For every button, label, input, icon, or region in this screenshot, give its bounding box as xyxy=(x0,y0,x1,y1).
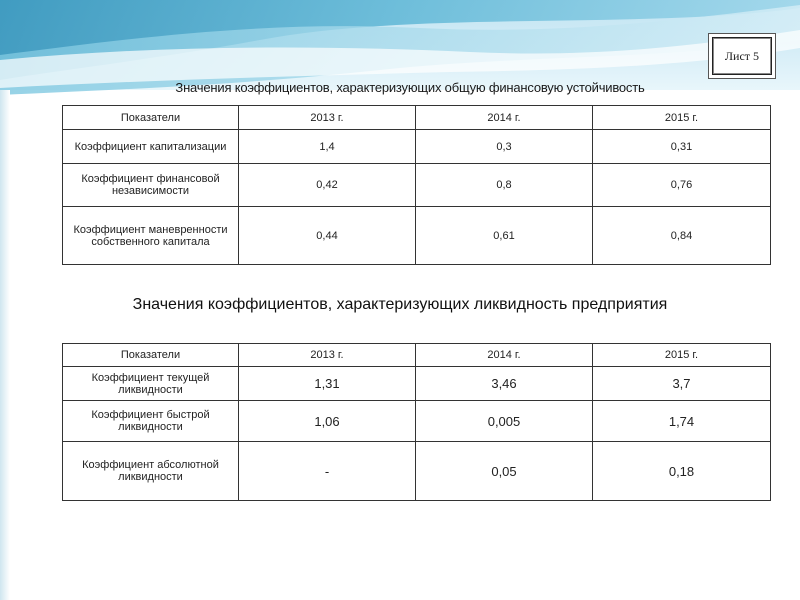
row-label: Коэффициент финансовой независимости xyxy=(63,164,239,207)
cell-value: 3,7 xyxy=(593,367,771,401)
row-label: Коэффициент быстрой ликвидности xyxy=(63,401,239,442)
cell-value: 3,46 xyxy=(416,367,593,401)
cell-value: 0,42 xyxy=(239,164,416,207)
header-year-2015: 2015 г. xyxy=(593,344,771,367)
cell-value: 0,31 xyxy=(593,130,771,164)
header-year-2013: 2013 г. xyxy=(239,106,416,130)
row-label: Коэффициент маневренности собственного капитала xyxy=(63,207,239,265)
cell-value: 1,74 xyxy=(593,401,771,442)
header-year-2015: 2015 г. xyxy=(593,106,771,130)
cell-value: 1,31 xyxy=(239,367,416,401)
sheet-number-label: Лист 5 xyxy=(724,48,760,63)
row-label: Коэффициент текущей ликвидности xyxy=(63,367,239,401)
table-row xyxy=(63,367,771,401)
cell-value: 1,06 xyxy=(239,401,416,442)
table-row xyxy=(63,164,771,207)
row-label: Коэффициент капитализации xyxy=(63,130,239,164)
cell-value: 0,76 xyxy=(593,164,771,207)
cell-value: 0,8 xyxy=(416,164,593,207)
cell-value: 1,4 xyxy=(239,130,416,164)
table-row xyxy=(63,442,771,501)
header-year-2014: 2014 г. xyxy=(416,344,593,367)
table-header-row xyxy=(63,344,771,367)
cell-value: 0,18 xyxy=(593,442,771,501)
cell-value: 0,44 xyxy=(239,207,416,265)
table-header-row xyxy=(63,106,771,130)
cell-value: 0,61 xyxy=(416,207,593,265)
cell-value: 0,3 xyxy=(416,130,593,164)
liquidity-title: Значения коэффициентов, характеризующих ликвидность предприятия xyxy=(132,296,668,313)
header-indicators: Показатели xyxy=(63,106,239,130)
header-indicators: Показатели xyxy=(63,344,239,367)
cell-value: - xyxy=(239,442,416,501)
header-year-2013: 2013 г. xyxy=(239,344,416,367)
header-year-2014: 2014 г. xyxy=(416,106,593,130)
sheet-number-badge xyxy=(712,37,772,75)
table-row xyxy=(63,401,771,442)
financial-stability-table xyxy=(62,105,771,265)
cell-value: 0,84 xyxy=(593,207,771,265)
financial-stability-title: Значения коэффициентов, характеризующих общую финансовую устойчивость xyxy=(175,80,645,95)
row-label: Коэффициент абсолютной ликвидности xyxy=(63,442,239,501)
table-row xyxy=(63,130,771,164)
liquidity-table xyxy=(62,343,771,501)
cell-value: 0,005 xyxy=(416,401,593,442)
cell-value: 0,05 xyxy=(416,442,593,501)
table-row xyxy=(63,207,771,265)
